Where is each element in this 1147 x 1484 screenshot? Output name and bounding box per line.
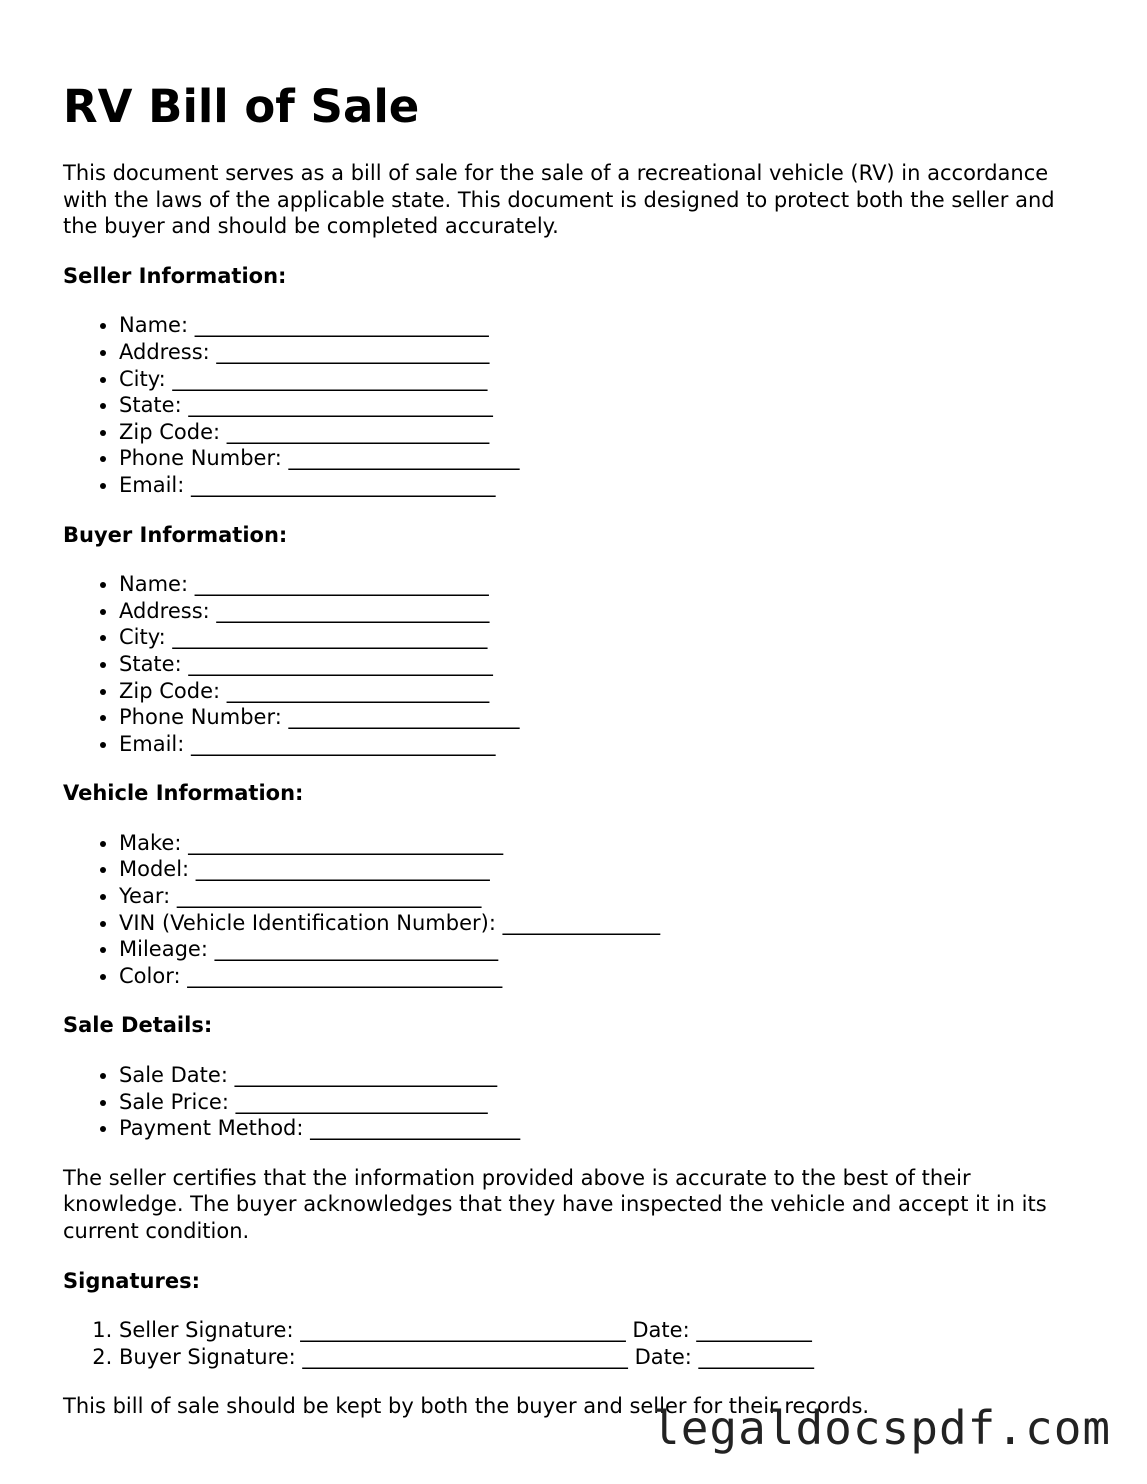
seller-email-field[interactable]: • Email: _____________________________	[119, 472, 1093, 499]
signatures-heading: Signatures:	[63, 1268, 200, 1293]
seller-address-field[interactable]: • Address: __________________________	[119, 339, 1093, 366]
document-page	[63, 76, 1093, 1420]
certification-paragraph: The seller certifies that the information provided above is accurate to the best of their knowledge. The buyer acknowledges that they have inspected the vehicle and accept it in its current condition.	[63, 1165, 1047, 1243]
vehicle-vin-field[interactable]: • VIN (Vehicle Identification Number): _______________	[119, 910, 1093, 937]
seller-list	[63, 312, 1093, 498]
seller-phone-field[interactable]: • Phone Number: ______________________	[119, 445, 1093, 472]
buyer-heading: Buyer Information:	[63, 522, 288, 547]
buyer-signature-field[interactable]: 2. Buyer Signature: _______________________________ Date: ___________	[119, 1344, 1093, 1371]
buyer-email-field[interactable]: • Email: _____________________________	[119, 731, 1093, 758]
payment-method-field[interactable]: • Payment Method: ____________________	[119, 1115, 1093, 1142]
vehicle-make-field[interactable]: • Make: ______________________________	[119, 830, 1093, 857]
spacer	[63, 1142, 1093, 1165]
seller-heading: Seller Information:	[63, 263, 287, 288]
buyer-phone-field[interactable]: • Phone Number: ______________________	[119, 704, 1093, 731]
signatures-list	[63, 1317, 1093, 1370]
buyer-city-field[interactable]: • City: ______________________________	[119, 624, 1093, 651]
seller-name-field[interactable]: • Name: ____________________________	[119, 312, 1093, 339]
buyer-address-field[interactable]: • Address: __________________________	[119, 598, 1093, 625]
seller-zip-field[interactable]: • Zip Code: _________________________	[119, 419, 1093, 446]
sale-heading: Sale Details:	[63, 1013, 213, 1038]
seller-state-field[interactable]: • State: _____________________________	[119, 392, 1093, 419]
sale-date-field[interactable]: • Sale Date: _________________________	[119, 1062, 1093, 1089]
vehicle-model-field[interactable]: • Model: ____________________________	[119, 856, 1093, 883]
spacer	[63, 1370, 1093, 1393]
vehicle-year-field[interactable]: • Year: _____________________________	[119, 883, 1093, 910]
closing-paragraph: This bill of sale should be kept by both the buyer and seller for their records.	[63, 1394, 870, 1419]
buyer-zip-field[interactable]: • Zip Code: _________________________	[119, 678, 1093, 705]
intro-paragraph: This document serves as a bill of sale for the sale of a recreational vehicle (RV) in accordance with the laws of the applicable state. This document is designed to protect both the seller and the buyer and should be completed accurately.	[63, 161, 1055, 239]
watermark-text: legaldocspdf.com	[652, 1401, 1112, 1455]
seller-city-field[interactable]: • City: ______________________________	[119, 366, 1093, 393]
vehicle-list	[63, 830, 1093, 990]
sale-list	[63, 1062, 1093, 1142]
seller-signature-field[interactable]: 1. Seller Signature: _______________________________ Date: ___________	[119, 1317, 1093, 1344]
sale-price-field[interactable]: • Sale Price: ________________________	[119, 1089, 1093, 1116]
vehicle-color-field[interactable]: • Color: ______________________________	[119, 963, 1093, 990]
buyer-list	[63, 571, 1093, 757]
vehicle-mileage-field[interactable]: • Mileage: ___________________________	[119, 936, 1093, 963]
vehicle-heading: Vehicle Information:	[63, 781, 304, 806]
buyer-name-field[interactable]: • Name: ____________________________	[119, 571, 1093, 598]
buyer-state-field[interactable]: • State: _____________________________	[119, 651, 1093, 678]
page-title: RV Bill of Sale	[63, 80, 420, 133]
